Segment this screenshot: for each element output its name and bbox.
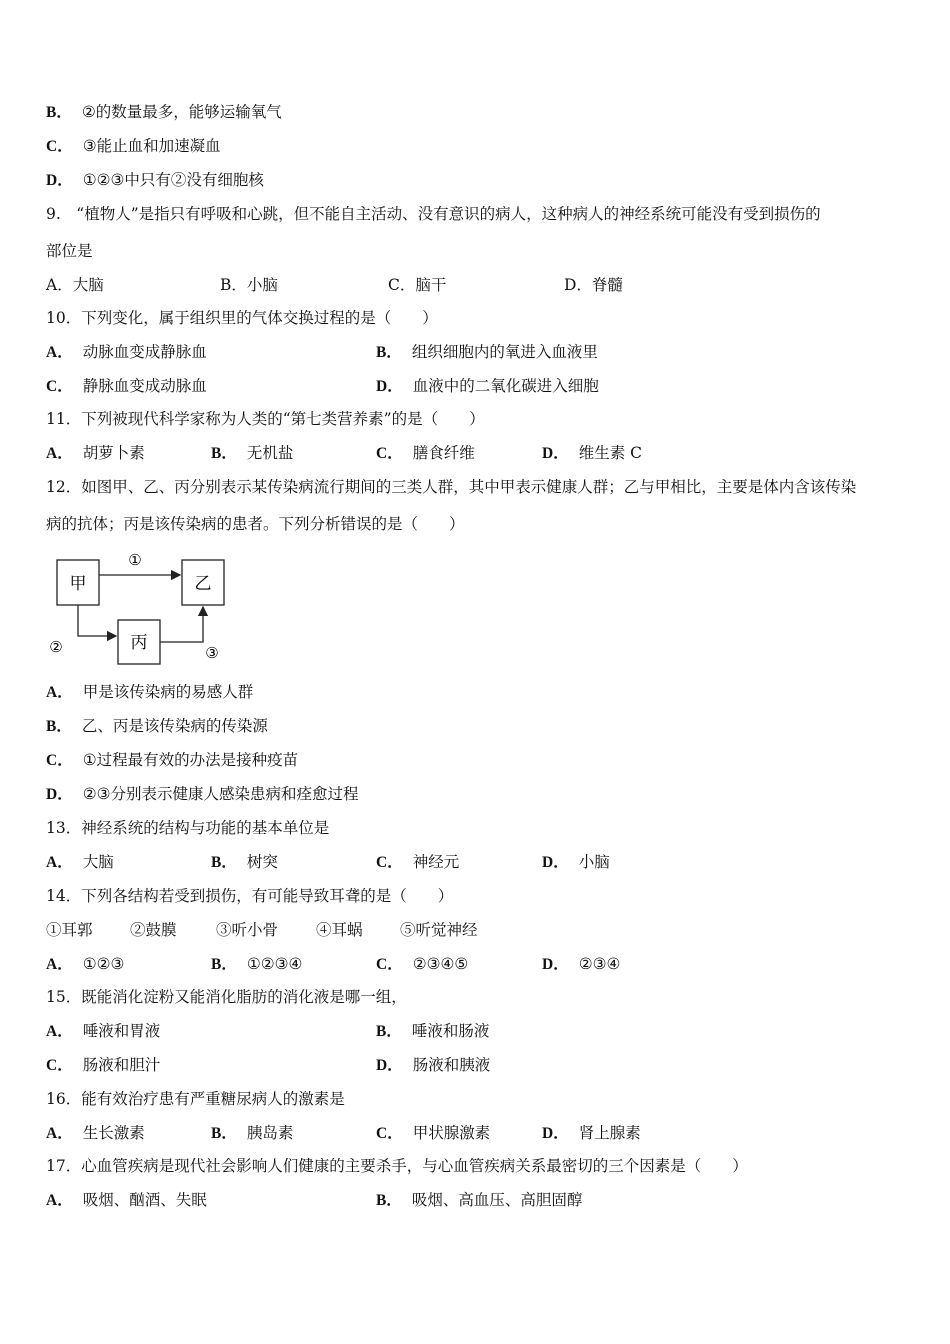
q13-option-a: A． 大脑 [46, 853, 114, 871]
q9-stem-cont: 部位是 [46, 242, 93, 260]
q16-option-c: C． 甲状腺激素 [376, 1124, 491, 1142]
q14-item-3: ③听小骨 [216, 921, 279, 939]
q14-options [46, 954, 906, 974]
q10-option-c: C． 静脉血变成动脉血 [46, 377, 207, 395]
arrow-1-label: ① [128, 551, 142, 569]
q11-options [46, 443, 906, 463]
q11-option-b: B． 无机盐 [211, 444, 294, 462]
q14-item-2: ②鼓膜 [130, 921, 177, 939]
q9-option-a: A．大脑 [46, 276, 104, 294]
q14-option-c: C． ②③④⑤ [376, 955, 469, 973]
q14-option-a: A． ①②③ [46, 955, 125, 973]
arrow-2-label: ② [49, 638, 63, 656]
q17-option-a: A． 吸烟、酗酒、失眠 [46, 1191, 207, 1209]
q9-option-c: C．脑干 [388, 276, 447, 294]
q16-option-a: A． 生长激素 [46, 1124, 145, 1142]
q15-option-b: B． 唾液和肠液 [376, 1022, 490, 1040]
q10-option-a: A． 动脉血变成静脉血 [46, 343, 207, 361]
q13-options [46, 852, 906, 872]
q14-items [46, 920, 906, 940]
q15-option-a: A． 唾液和胃液 [46, 1022, 161, 1040]
q17-stem: 17．心血管疾病是现代社会影响人们健康的主要杀手，与心血管疾病关系最密切的三个因素是（ ） [46, 1157, 748, 1175]
q14-stem: 14．下列各结构若受到损伤，有可能导致耳聋的是（ ） [46, 887, 454, 905]
q16-option-d: D． 肾上腺素 [542, 1124, 641, 1142]
q14-item-5: ⑤听觉神经 [400, 921, 478, 939]
q17-options [46, 1190, 906, 1210]
q10-option-d: D． 血液中的二氧化碳进入细胞 [376, 377, 599, 395]
q12-option-a: A． 甲是该传染病的易感人群 [46, 683, 254, 701]
q14-option-b: B． ①②③④ [211, 955, 303, 973]
q13-stem: 13．神经系统的结构与功能的基本单位是 [46, 819, 330, 837]
q13-option-d: D． 小脑 [542, 853, 610, 871]
q9-option-b: B．小脑 [220, 276, 278, 294]
arrow-3 [160, 607, 203, 642]
q12-option-d: D． ②③分别表示健康人感染患病和痊愈过程 [46, 785, 359, 803]
q8-option-b: B． ②的数量最多，能够运输氧气 [46, 103, 282, 121]
q15-option-d: D． 肠液和胰液 [376, 1056, 491, 1074]
q15-option-c: C． 肠液和胆汁 [46, 1056, 161, 1074]
q17-option-b: B． 吸烟、高血压、高胆固醇 [376, 1191, 583, 1209]
q13-option-c: C． 神经元 [376, 853, 460, 871]
arrow-2 [78, 605, 116, 636]
q8-option-c: C． ③能止血和加速凝血 [46, 137, 221, 155]
q10-options-row1 [46, 342, 906, 362]
q11-stem: 11．下列被现代科学家称为人类的“第七类营养素”的是（ ） [46, 410, 485, 428]
q12-option-c: C． ①过程最有效的办法是接种疫苗 [46, 751, 299, 769]
q14-option-d: D． ②③④ [542, 955, 621, 973]
q9-stem: 9. “植物人”是指只有呼吸和心跳，但不能自主活动、没有意识的病人，这种病人的神经系统可能没有受到损伤的 [46, 205, 821, 223]
q14-item-1: ①耳郭 [46, 921, 93, 939]
q15-options-row2 [46, 1055, 906, 1075]
q9-option-d: D．脊髓 [564, 276, 623, 294]
q11-option-a: A． 胡萝卜素 [46, 444, 145, 462]
box-yi-label: 乙 [194, 574, 212, 594]
box-bing-label: 丙 [130, 633, 148, 653]
q13-option-b: B． 树突 [211, 853, 278, 871]
q10-stem: 10．下列变化，属于组织里的气体交换过程的是（ ） [46, 309, 438, 327]
q16-option-b: B． 胰岛素 [211, 1124, 294, 1142]
q14-item-4: ④耳蜗 [316, 921, 363, 939]
box-jia-label: 甲 [69, 574, 87, 594]
q12-option-b: B． 乙、丙是该传染病的传染源 [46, 717, 268, 735]
q16-options [46, 1123, 906, 1143]
q16-stem: 16．能有效治疗患有严重糖尿病人的激素是 [46, 1090, 345, 1108]
q9-options [46, 275, 906, 295]
q8-option-d: D． ①②③中只有②没有细胞核 [46, 171, 264, 189]
q11-option-c: C． 膳食纤维 [376, 444, 475, 462]
q12-stem: 12．如图甲、乙、丙分别表示某传染病流行期间的三类人群，其中甲表示健康人群；乙与甲相比，主要是体内含该传染 [46, 478, 857, 496]
q10-options-row2 [46, 376, 906, 396]
arrow-3-label: ③ [205, 644, 219, 662]
q10-option-b: B． 组织细胞内的氧进入血液里 [376, 343, 598, 361]
q12-diagram [40, 548, 240, 666]
q15-stem: 15．既能消化淀粉又能消化脂肪的消化液是哪一组， [46, 988, 407, 1006]
q11-option-d: D． 维生素 C [542, 444, 642, 462]
q15-options-row1 [46, 1021, 906, 1041]
q12-stem-cont: 病的抗体；丙是该传染病的患者。下列分析错误的是（ ） [46, 515, 465, 533]
